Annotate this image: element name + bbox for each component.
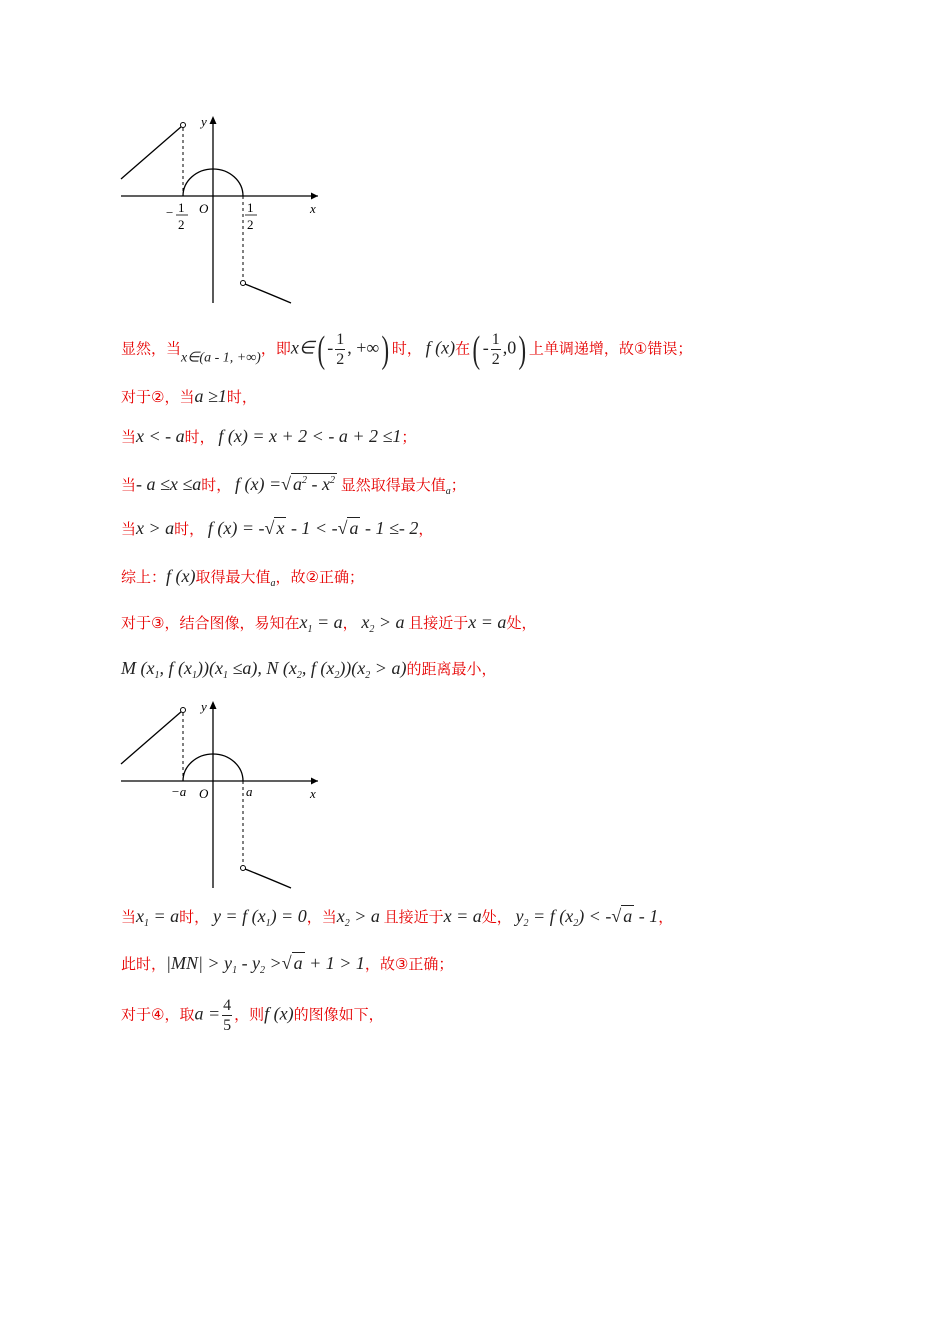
neg-half-denominator: 2 (178, 217, 185, 232)
neg-half-numerator: 1 (178, 200, 185, 215)
paragraph-8: M ($x_1$, f $(x_1))(x_1 \le a)$, N ($x_2$, f $(x_2))(x_2 > a)$的距离最小， (121, 658, 497, 681)
function-graph-1 (115, 110, 330, 310)
origin-label: O (199, 201, 209, 216)
x-axis-label: x (310, 201, 316, 216)
paragraph-9: 当$x_1 = a$时， y = f $(x_1) = 0$，当$x_2 > a$ 且接近于x = a处， $y_2 = f$ $(x_2)$ < -√ a - 1， (121, 906, 674, 929)
open-endpoint-bottom (241, 281, 246, 286)
function-graph-2 (115, 695, 330, 895)
open-endpoint-bottom (241, 866, 246, 871)
y-axis-label: y (201, 114, 207, 129)
paragraph-7: 对于③，结合图像，易知在$x_1 = a$， $x_2 > a$ 且接近于x = a处， (121, 612, 537, 635)
neg-half-sign: − (166, 205, 174, 220)
a-label: a (246, 784, 253, 799)
x-axis-arrow (311, 193, 318, 200)
left-linear-branch (121, 711, 182, 764)
paragraph-5: 当x > a时， f (x) = -√ x - 1 < -√ a - 1 ≤- 2， (121, 518, 434, 538)
right-sqrt-branch (245, 869, 291, 888)
origin-label: O (199, 786, 209, 801)
y-axis-label: y (201, 699, 207, 714)
paragraph-4: 当- a ≤x ≤a时， f (x) =√ $a^2 - x^2$ 显然取得最大值$_a$； (121, 474, 466, 497)
open-endpoint-top (181, 708, 186, 713)
y-axis-arrow (210, 701, 217, 709)
x-axis-label: x (310, 786, 316, 801)
y-axis-arrow (210, 116, 217, 124)
paragraph-2: 对于②，当a ≥1时， (121, 386, 257, 406)
paragraph-6: 综上：f (x)取得最大值$_a$，故②正确； (121, 566, 364, 589)
half-denominator: 2 (247, 217, 254, 232)
neg-a-label: −a (171, 784, 187, 799)
half-numerator: 1 (247, 200, 254, 215)
left-linear-branch (121, 126, 182, 179)
x-axis-arrow (311, 778, 318, 785)
paragraph-10: 此时，$|MN| > y_1 - y_2$ >√ a + 1 > 1，故③正确； (121, 953, 454, 976)
paragraph-1: 显然，当x∈(a - 1, +∞)，即x∈( - $\frac{1}{2}$ , +∞) 时， f (x)在( - $\frac{1}{2}$ ,0) 上单调递增，故①错误； (121, 329, 693, 371)
paragraph-3: 当x < - a时， f (x) = x + 2 < - a + 2 ≤1； (121, 426, 417, 446)
right-sqrt-branch (245, 284, 291, 303)
paragraph-11: 对于④，取a = $\frac{4}{5}$ ，则f (x)的图像如下， (121, 997, 384, 1034)
open-endpoint-top (181, 123, 186, 128)
